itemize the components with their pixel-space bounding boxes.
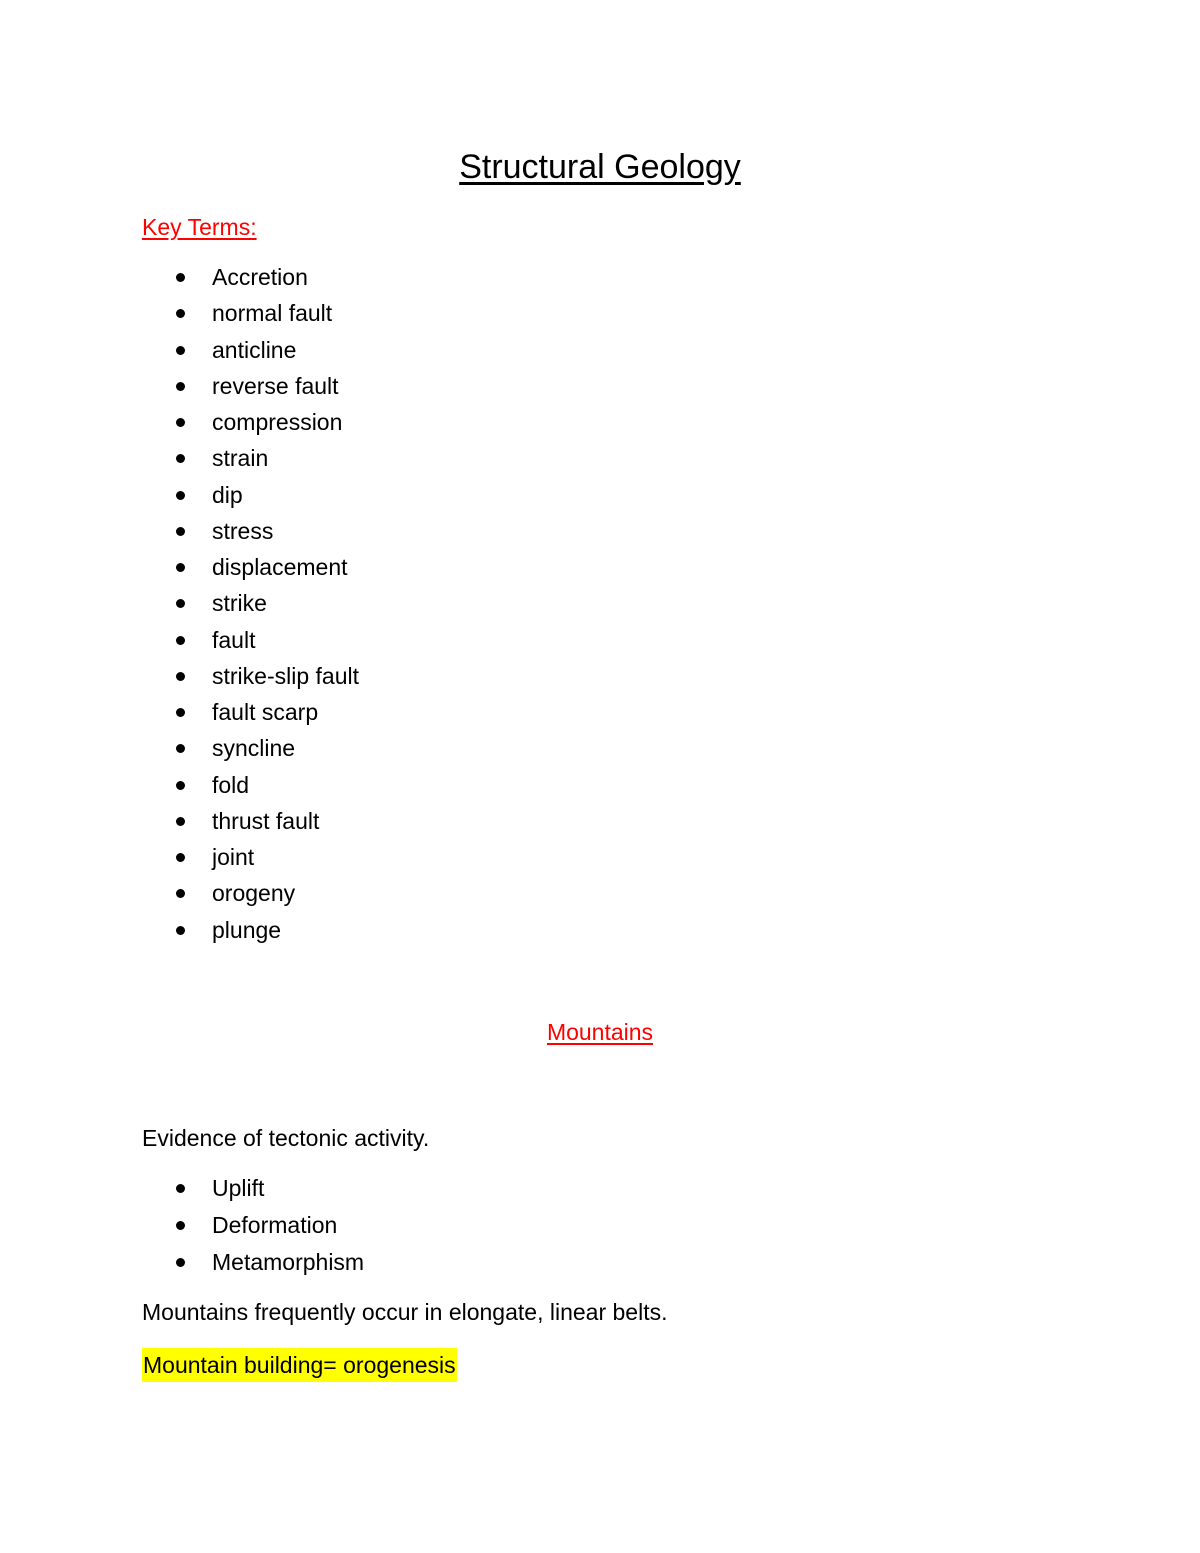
bullet-icon [176,636,185,645]
evidence-item: Uplift [212,1175,265,1201]
key-term: stress [212,517,274,544]
key-term: normal fault [212,300,333,327]
bullet-icon [176,454,185,463]
key-term: strike [212,590,267,617]
bullet-icon [176,708,185,717]
bullet-icon [176,346,185,355]
mountains-heading: Mountains [546,1019,654,1045]
key-term: plunge [212,916,282,943]
key-term: strain [212,445,269,472]
highlighted-definition: Mountain building= orogenesis [142,1348,457,1382]
key-term: joint [212,844,255,870]
bullet-icon [176,309,185,318]
bullet-icon [176,1184,185,1193]
bullet-icon [176,491,185,500]
key-terms-heading: Key Terms: [142,214,257,240]
key-term: strike-slip fault [212,662,359,689]
evidence-paragraph: Evidence of tectonic activity. [142,1125,430,1151]
key-term: syncline [212,735,296,762]
key-term: fault scarp [212,699,319,725]
key-term: displacement [212,554,348,580]
key-term: fold [212,771,250,798]
page-title: Structural Geology [459,148,741,186]
bullet-icon [176,382,185,391]
key-term: compression [212,409,343,435]
evidence-item: Deformation [212,1212,338,1238]
bullet-icon [176,744,185,753]
bullet-icon [176,1221,185,1230]
bullet-icon [176,563,185,572]
bullet-icon [176,926,185,935]
key-term: reverse fault [212,372,339,399]
belts-paragraph: Mountains frequently occur in elongate, linear belts. [142,1299,668,1325]
key-term: dip [212,481,243,508]
key-term: Accretion [212,264,308,290]
bullet-icon [176,1258,185,1267]
bullet-icon [176,889,185,898]
bullet-icon [176,527,185,536]
evidence-item: Metamorphism [212,1249,365,1275]
key-term: fault [212,626,256,653]
bullet-icon [176,672,185,681]
bullet-icon [176,599,185,608]
key-term: thrust fault [212,807,320,834]
bullet-icon [176,853,185,862]
key-term: orogeny [212,880,296,907]
key-term: anticline [212,336,297,363]
bullet-icon [176,781,185,790]
bullet-icon [176,817,185,826]
bullet-icon [176,273,185,282]
bullet-icon [176,418,185,427]
